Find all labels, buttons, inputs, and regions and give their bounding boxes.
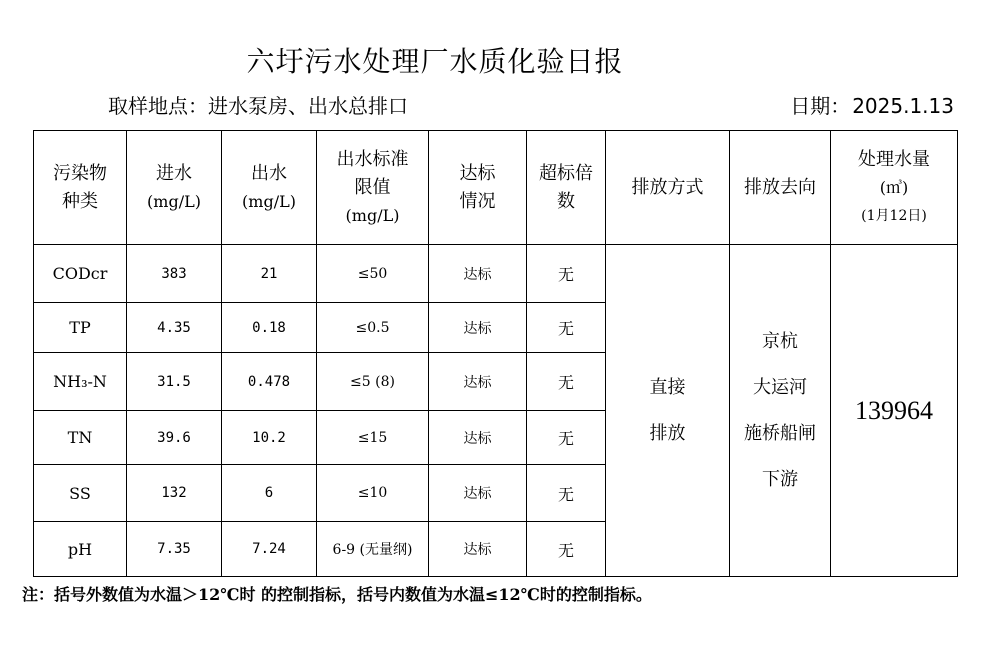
header-pollutant-line2: 种类 [62,190,98,212]
col-header-limit [317,131,429,245]
limit-cell: ≤5 (8) [317,353,429,411]
sampling-location: 取样地点：进水泵房、出水总排口 [108,94,408,118]
status-cell: 达标 [429,411,527,465]
pollutant-cell: CODcr [34,245,127,303]
status-cell: 达标 [429,353,527,411]
exceed-cell: 无 [527,303,606,353]
pollutant-cell: SS [34,465,127,522]
pollutant-cell: NH₃-N [34,353,127,411]
status-cell: 达标 [429,522,527,577]
header-status-line2: 情况 [459,190,496,212]
discharge-method-cell [606,245,730,577]
discharge-method-line1: 直接 [649,376,686,398]
limit-cell: ≤15 [317,411,429,465]
table-row [34,245,958,303]
date-label: 日期： [790,94,851,118]
limit-cell: 6-9 (无量纲) [317,522,429,577]
header-volume-line1: 处理水量 [858,148,930,170]
header-influent-unit: (mg/L) [147,191,201,211]
discharge-direction-line1: 京杭 [762,330,798,352]
header-effluent-line1: 出水 [251,162,287,184]
effluent-cell: 6 [222,465,317,522]
col-header-discharge-method: 排放方式 [606,131,730,245]
header-influent-line1: 进水 [156,162,192,184]
limit-cell: ≤10 [317,465,429,522]
header-effluent-unit: (mg/L) [242,191,296,211]
effluent-cell: 0.18 [222,303,317,353]
header-limit-line1: 出水标准 [336,148,409,170]
effluent-cell: 0.478 [222,353,317,411]
exceed-cell: 无 [527,465,606,522]
header-limit-unit: (mg/L) [345,205,400,225]
influent-cell: 39.6 [127,411,222,465]
pollutant-cell: TP [34,303,127,353]
water-quality-table [33,130,958,577]
exceed-cell: 无 [527,522,606,577]
pollutant-cell: TN [34,411,127,465]
effluent-cell: 7.24 [222,522,317,577]
pollutant-cell: pH [34,522,127,577]
col-header-pollutant [34,131,127,245]
influent-cell: 383 [127,245,222,303]
discharge-direction-line4: 下游 [762,468,798,490]
influent-cell: 31.5 [127,353,222,411]
header-pollutant-line1: 污染物 [53,162,107,184]
header-exceed-line2: 数 [557,190,575,212]
col-header-effluent [222,131,317,245]
exceed-cell: 无 [527,245,606,303]
exceed-cell: 无 [527,353,606,411]
discharge-method-line2: 排放 [649,422,686,444]
influent-cell: 7.35 [127,522,222,577]
status-cell: 达标 [429,245,527,303]
col-header-status [429,131,527,245]
influent-cell: 4.35 [127,303,222,353]
discharge-direction-line3: 施桥船闸 [744,422,816,444]
report-date [788,90,954,119]
status-cell: 达标 [429,465,527,522]
status-cell: 达标 [429,303,527,353]
limit-cell: ≤0.5 [317,303,429,353]
footnote: 注：括号外数值为水温＞12℃时 的控制指标，括号内数值为水温≤12℃时的控制指标。 [22,585,652,604]
header-limit-line2: 限值 [354,176,391,198]
report-title: 六圩污水处理厂水质化验日报 [246,45,624,78]
header-exceed-line1: 超标倍 [539,162,593,184]
effluent-cell: 10.2 [222,411,317,465]
limit-cell: ≤50 [317,245,429,303]
col-header-volume [831,131,958,245]
col-header-influent [127,131,222,245]
influent-cell: 132 [127,465,222,522]
col-header-exceed [527,131,606,245]
date-value: 2025.1.13 [852,94,954,118]
discharge-direction-cell [730,245,831,577]
header-status-line1: 达标 [459,162,496,184]
header-volume-date: (1月12日) [861,207,927,224]
effluent-cell: 21 [222,245,317,303]
col-header-discharge-direction: 排放去向 [730,131,831,245]
treated-volume-cell: 139964 [831,245,958,577]
exceed-cell: 无 [527,411,606,465]
header-volume-unit: (㎥) [879,177,909,197]
discharge-direction-line2: 大运河 [753,376,807,398]
header-row [34,131,958,245]
